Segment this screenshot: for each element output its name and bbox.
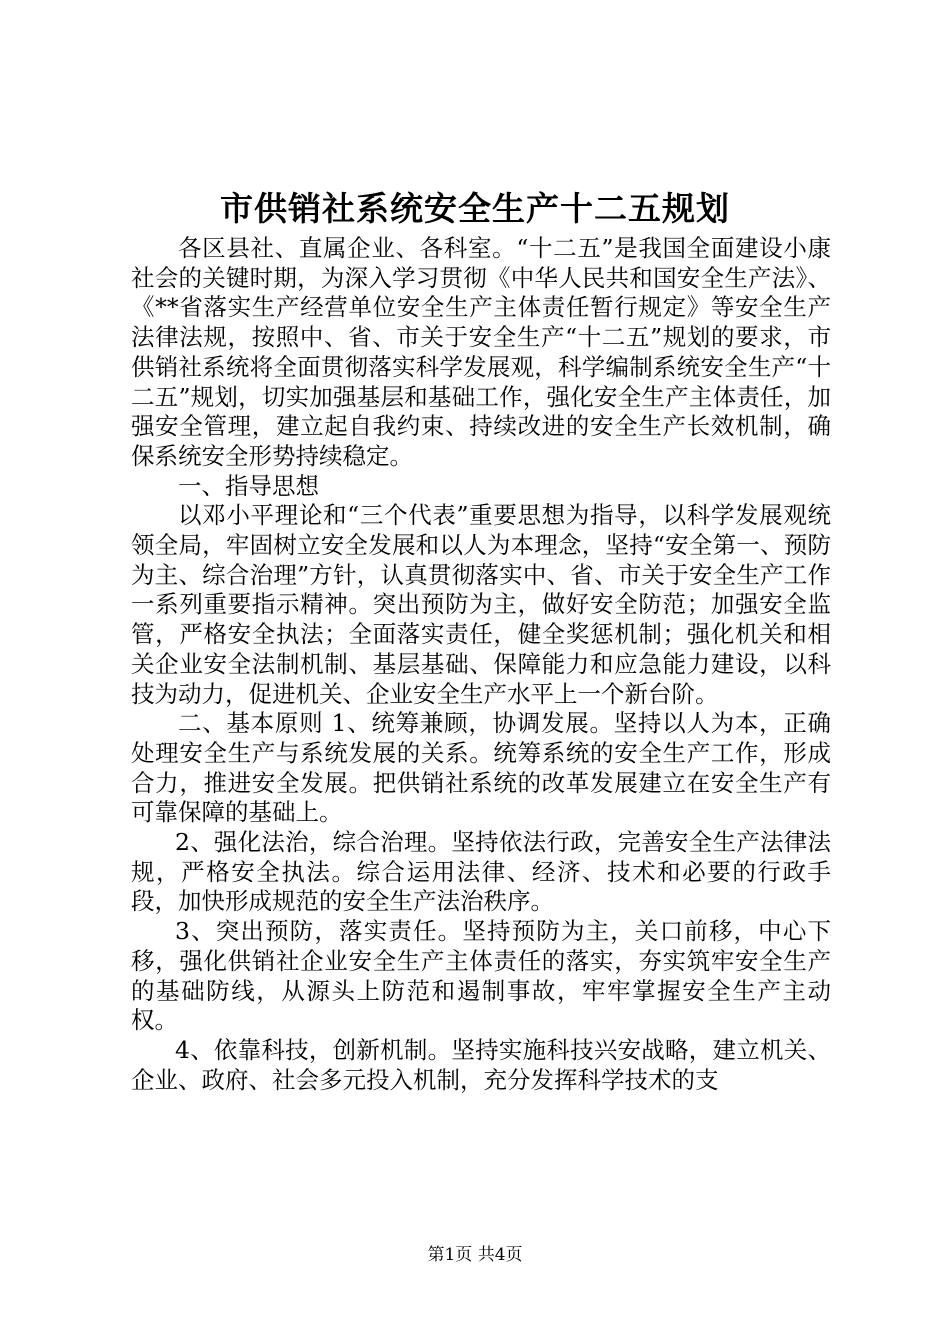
page-footer: 第1页 共4页	[427, 1245, 523, 1265]
paragraph-basic-principles: 二、基本原则 1、统筹兼顾，协调发展。坚持以人为本，正确处理安全生产与系统发展的关系。统筹系统的安全生产工作，形成合力，推进安全发展。把供销社系统的改革发展建立在安全生产有可靠保障的基础上。	[131, 709, 831, 827]
paragraph-principle-2: 2、强化法治，综合治理。坚持依法行政，完善安全生产法律法规，严格安全执法。综合运用法律、经济、技术和必要的行政手段，加快形成规范的安全生产法治秩序。	[131, 828, 831, 916]
paragraph-principle-4: 4、依靠科技，创新机制。坚持实施科技兴安战略，建立机关、企业、政府、社会多元投入机制，充分发挥科学技术的支	[131, 1035, 831, 1094]
paragraph-principle-3: 3、突出预防，落实责任。坚持预防为主，关口前移，中心下移，强化供销社企业安全生产主体责任的落实，夯实筑牢安全生产的基础防线，从源头上防范和遏制事故，牢牢掌握安全生产主动权。	[131, 917, 831, 1035]
paragraph-guiding-ideology: 以邓小平理论和“三个代表”重要思想为指导，以科学发展观统领全局，牢固树立安全发展和以人为本理念，坚持“安全第一、预防为主、综合治理”方针，认真贯彻落实中、省、市关于安全生产工作一系列重要指示精神。突出预防为主，做好安全防范；加强安全监管，严格安全执法；全面落实责任，健全奖惩机制；强化机关和相关企业安全法制机制、基层基础、保障能力和应急能力建设，以科技为动力，促进机关、企业安全生产水平上一个新台阶。	[131, 501, 831, 708]
heading-guiding-ideology: 一、指导思想	[178, 471, 319, 500]
document-body	[131, 234, 831, 1095]
paragraph-intro: 各区县社、直属企业、各科室。“十二五”是我国全面建设小康社会的关键时期，为深入学习贯彻《中华人民共和国安全生产法》、《**省落实生产经营单位安全生产主体责任暂行规定》等安全生产法律法规，按照中、省、市关于安全生产“十二五”规划的要求，市供销社系统将全面贯彻落实科学发展观，科学编制系统安全生产“十二五”规划，切实加强基层和基础工作，强化安全生产主体责任，加强安全管理，建立起自我约束、持续改进的安全生产长效机制，确保系统安全形势持续稳定。	[131, 234, 831, 470]
document-title: 市供销社系统安全生产十二五规划	[220, 189, 730, 228]
